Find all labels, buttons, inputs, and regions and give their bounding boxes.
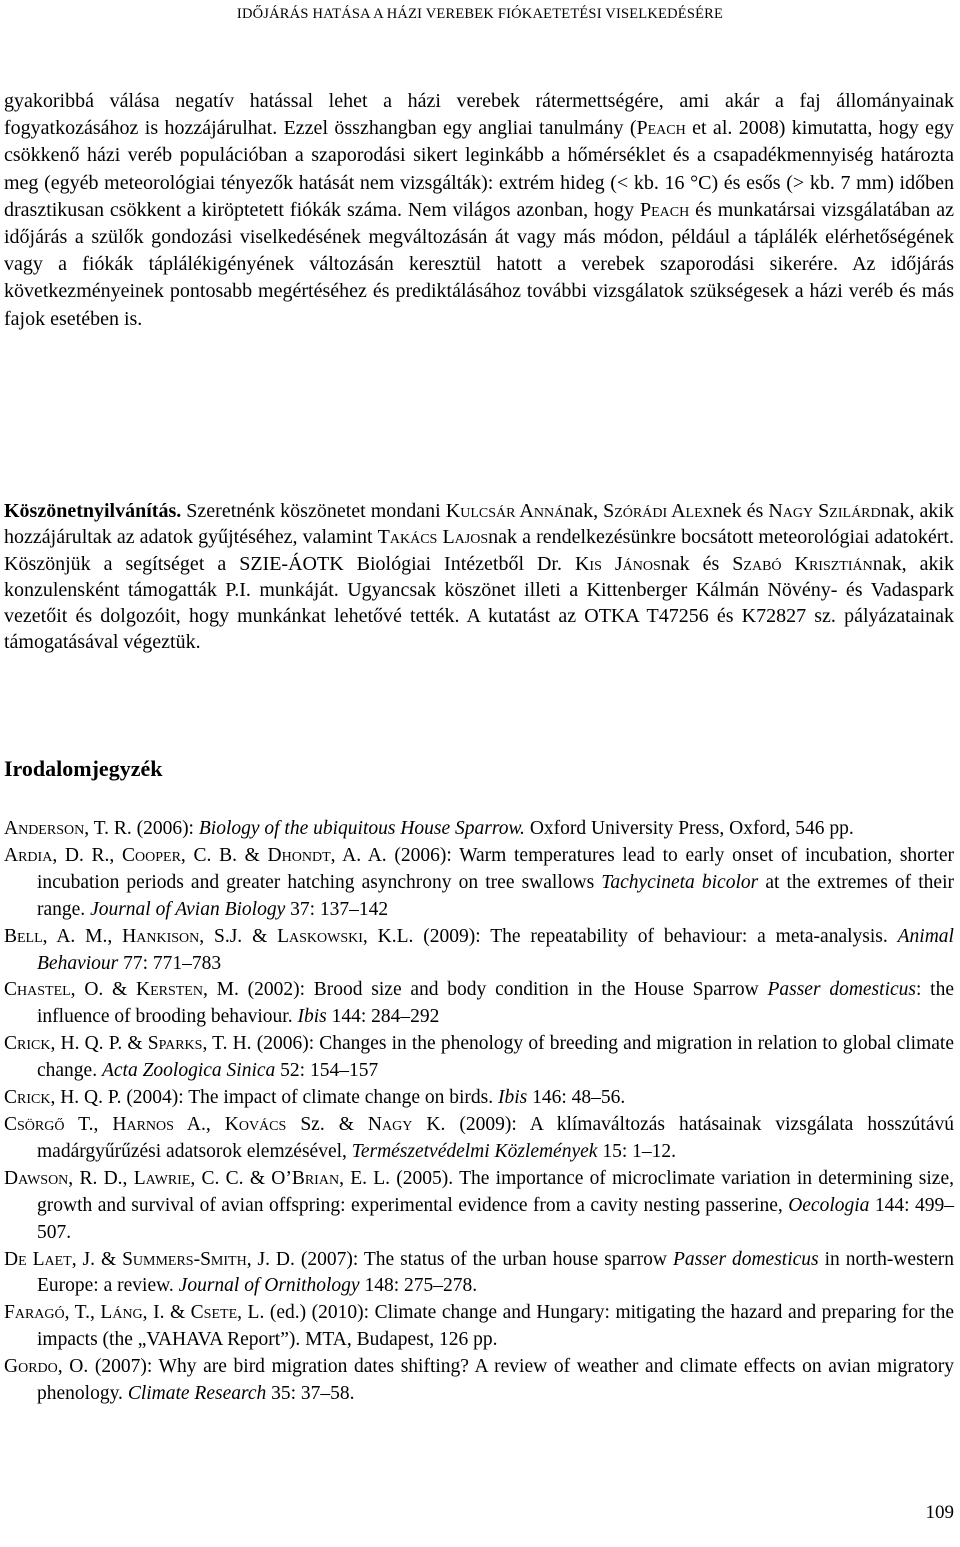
reference-author: Brian	[291, 1167, 340, 1189]
reference-text: T.,	[64, 1113, 113, 1135]
intro-text-1: gyakoribbá válása negatív hatással lehet a házi verebek rátermettségére, ami akár a faj állományainak fogyatkozásához is hozzájárulhat. Ezzel összhangban egy angliai tanulmány (	[4, 90, 954, 140]
reference-title: Biology of the ubiquitous House Sparrow.	[198, 818, 525, 839]
reference-text: 148: 275–278.	[359, 1275, 478, 1297]
reference-text: , T. R. (2006):	[84, 818, 199, 839]
reference-author: Csörgő	[4, 1113, 65, 1135]
ack-name: Nagy Szilárd	[768, 500, 881, 522]
reference-text: , A. A. (2006): Warm temperatures lead to early onset of incubation, shorter incubation periods and greater hatching asynchrony on tree swallows	[37, 844, 954, 893]
reference-title: Természetvédelmi Közlemények	[351, 1140, 598, 1162]
reference-text: Sz. &	[286, 1113, 368, 1135]
reference-title: Acta Zoologica Sinica	[101, 1060, 276, 1082]
reference-item	[4, 843, 954, 924]
reference-author: Ardia	[4, 844, 53, 866]
reference-author: Kovács	[224, 1113, 287, 1135]
reference-text: , O. (2007): Why are bird migration dates shifting? A review of weather and climate effects on avian migratory phenology.	[37, 1356, 954, 1405]
ack-name: Takács Lajos	[377, 526, 489, 549]
ack-text: nak a rendelkezésünkre bocsátott meteorológiai adatokért. Köszönjük a segítséget a SZIE-ÁOTK Biológiai Intézetből Dr.	[4, 526, 954, 575]
reference-item	[4, 977, 954, 1031]
running-head: IDŐJÁRÁS HATÁSA A HÁZI VEREBEK FIÓKAETETÉSI VISELKEDÉSÉRE	[236, 6, 724, 22]
reference-item	[4, 924, 954, 978]
ack-name: Kis János	[574, 552, 661, 575]
reference-author: Faragó	[4, 1302, 65, 1324]
reference-text: , H. Q. P. &	[50, 1033, 148, 1055]
intro-paragraph-serif	[4, 88, 954, 333]
reference-text: in north-western Europe: a review.	[37, 1248, 954, 1297]
reference-item	[4, 816, 954, 843]
reference-title: Journal of Avian Biology	[90, 898, 286, 920]
reference-title: Journal of Ornithology	[178, 1275, 360, 1297]
reference-author: Láng	[100, 1302, 143, 1324]
reference-author: Gordo	[4, 1356, 58, 1378]
reference-text: 144: 284–292	[326, 1006, 440, 1028]
reference-text: , E. L. (2005). The importance of microclimate variation in determining size, growth and survival of avian offspring: experimental evidence from a cavity nesting passerine,	[37, 1167, 954, 1216]
reference-author: Csete	[190, 1302, 238, 1324]
reference-author: Hankison	[122, 925, 200, 947]
reference-title: Ibis	[297, 1006, 327, 1028]
ack-text: nek és	[712, 500, 769, 522]
page-number: 109	[925, 1502, 954, 1523]
reference-title: Animal Behaviour	[37, 925, 954, 974]
ack-text: nak,	[564, 500, 604, 522]
reference-text: , D. R.,	[52, 844, 123, 866]
reference-item	[4, 1031, 954, 1085]
reference-author: Dhondt	[267, 844, 331, 866]
reference-text: , A. M.,	[42, 925, 123, 947]
reference-text: 146: 48–56.	[527, 1087, 626, 1109]
reference-author: Crick	[4, 1087, 51, 1109]
reference-author: Harnos	[112, 1113, 174, 1135]
reference-author: Kersten	[135, 979, 203, 1001]
reference-author: Bell	[4, 925, 43, 947]
ack-name: Kulcsár Anná	[445, 500, 565, 522]
reference-text: at the extremes of their range.	[37, 871, 954, 920]
reference-text: , H. Q. P. (2004): The impact of climate change on birds.	[50, 1087, 498, 1109]
reference-text: 52: 154–157	[275, 1060, 379, 1082]
reference-author: Cooper	[122, 844, 181, 866]
reference-item	[4, 1112, 954, 1166]
intro-text-2: et al. 2008) kimutatta, hogy egy csökkenő házi veréb populációban a szaporodási sikert leginkább a hőmérséklet és a csapadékmennyiség határozta meg (egyéb meteorológiai tényezők hatását nem vizsgálták): extrém hideg (< kb. 16 °C) és esős (> kb. 7 mm) időben drasztikusan csökkent a kiröptetett fiókák száma. Nem világos azonban, hogy	[4, 117, 954, 221]
author-peach: Peach	[636, 117, 686, 140]
reference-text: K. (2009): A klímaváltozás hatásainak vizsgálata hosszútávú madárgyűrűzési adatsorok elemzésével,	[37, 1113, 955, 1162]
reference-author: Nagy	[367, 1113, 413, 1135]
reference-text: 144: 499–507.	[37, 1194, 954, 1243]
reference-text: 77: 771–783	[118, 952, 222, 974]
reference-author: Chastel	[4, 979, 71, 1001]
reference-text: , S.J. &	[199, 925, 278, 947]
ack-text: nak, akik hozzájárultak az adatok gyűjtéséhez, valamint	[4, 500, 954, 549]
reference-item	[4, 1300, 954, 1354]
reference-text: : the influence of brooding behaviour.	[37, 979, 954, 1028]
reference-text: A.,	[173, 1113, 225, 1135]
reference-author: Anderson	[4, 818, 85, 839]
reference-list	[4, 816, 954, 1408]
reference-author: Summers-Smith	[122, 1248, 247, 1270]
reference-title: Passer domesticus	[767, 979, 916, 1001]
ack-name: Szórádi Alex	[603, 500, 713, 522]
ack-text: nak, akik konzulensként támogatták P.I. munkáját. Ugyancsak köszönet illeti a Kittenberger Kálmán Növény- és Vadaspark vezetőit és dolgozóit, hogy munkánkat lehetővé tették. A kutatást az OTKA T47256 és K72827 sz. pályázatainak támogatásával végeztük.	[4, 552, 955, 654]
reference-title: Passer domesticus	[672, 1248, 819, 1270]
reference-text: , M. (2002): Brood size and body condition in the House Sparrow	[202, 979, 768, 1001]
reference-text: , L. (ed.) (2010): Climate change and Hungary: mitigating the hazard and preparing for the impacts (the „VAHAVA Report”). MTA, Budapest, 126 pp.	[37, 1302, 954, 1351]
ack-name: Szabó Krisztián	[732, 552, 873, 575]
reference-text: 37: 137–142	[285, 898, 389, 920]
reference-text: , O. &	[70, 979, 136, 1001]
reference-title: Oecologia	[788, 1194, 870, 1216]
reference-text: Oxford University Press, Oxford, 546 pp.	[524, 818, 854, 839]
reference-author: Laskowski	[277, 925, 363, 947]
reference-author: Crick	[4, 1033, 51, 1055]
references-heading: Irodalomjegyzék	[4, 756, 163, 781]
reference-item	[4, 1085, 954, 1112]
reference-text: 35: 37–58.	[266, 1383, 355, 1405]
reference-text: , R. D.,	[68, 1167, 134, 1189]
reference-text: , J. D. (2007): The status of the urban house sparrow	[246, 1248, 673, 1270]
acknowledgement-heading: Köszönetnyilvánítás.	[4, 500, 182, 522]
reference-title: Climate Research	[127, 1383, 267, 1405]
reference-item	[4, 1247, 954, 1301]
reference-text: , C. C. & O’	[190, 1167, 292, 1189]
reference-title: Tachycineta bicolor	[601, 871, 759, 893]
reference-text: , I. &	[142, 1302, 191, 1324]
ack-text: nak és	[660, 552, 733, 575]
reference-text: , T.,	[64, 1302, 101, 1324]
intro-text-3: és munkatársai vizsgálatában az időjárás a szülők gondozási viselkedésének megváltozásán át vagy más módon, például a táplálék elérhetőségének vagy a fiókák táplálékigényének változásán keresztül hatott a verebek szaporodási sikerére. Az időjárás következményeinek pontosabb megértéséhez és prediktálásához további vizsgálatok szükségesek a házi veréb és más fajok esetében is.	[4, 198, 955, 330]
reference-author: Sparks	[147, 1033, 203, 1055]
reference-text: 15: 1–12.	[597, 1140, 676, 1162]
author-peach-2: Peach	[639, 198, 690, 221]
reference-author: Lawrie	[133, 1167, 191, 1189]
reference-text: , J. &	[71, 1248, 123, 1270]
reference-item	[4, 1354, 954, 1408]
reference-title: Ibis	[497, 1087, 528, 1109]
ack-text: Szeretnénk köszönetet mondani	[181, 500, 446, 522]
reference-text: , C. B. &	[180, 844, 268, 866]
reference-item	[4, 1166, 954, 1247]
reference-author: Dawson	[4, 1167, 69, 1189]
acknowledgement-paragraph	[4, 498, 954, 656]
reference-text: , T. H. (2006): Changes in the phenology of breeding and migration in relation to global climate change.	[37, 1033, 954, 1082]
reference-author: De Laet	[4, 1248, 72, 1270]
reference-text: , K.L. (2009): The repeatability of behaviour: a meta-analysis.	[362, 925, 898, 947]
